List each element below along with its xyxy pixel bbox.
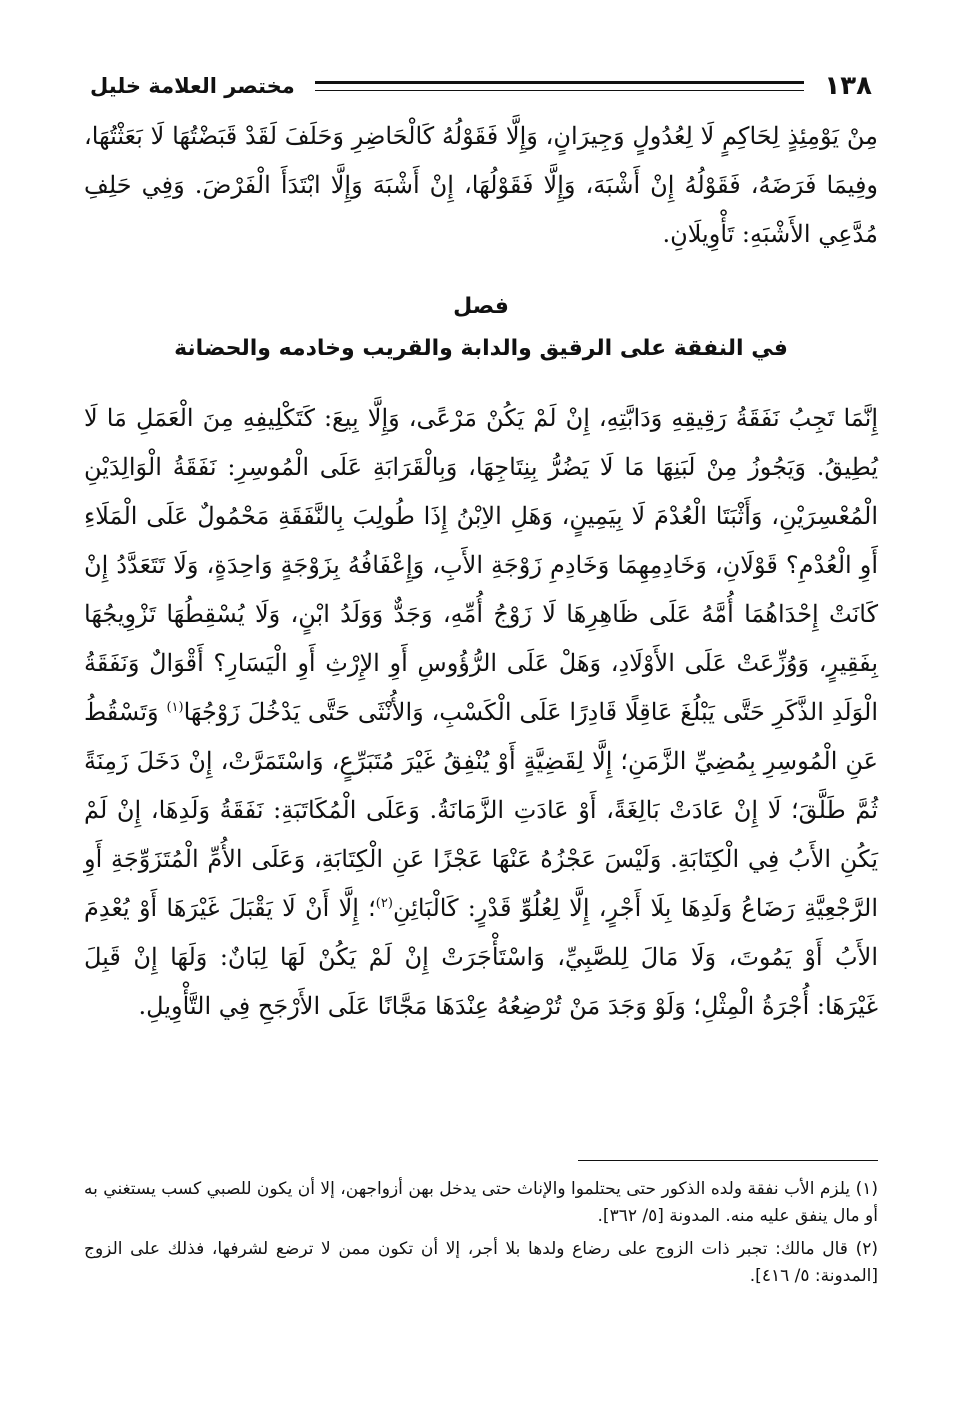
- running-header: [90, 66, 872, 106]
- section-title: في النفقة على الرقيق والدابة والقريب وخادمه والحضانة: [174, 336, 788, 361]
- footnote-text: يلزم الأب نفقة ولده الذكور حتى يحتلموا والإناث حتى يدخل بهن أزواجهن، إلا أن يكون للصبي كسب يستغني به أو مال ينفق عليه منه. المدونة [٥/ ٣٦٢].: [84, 1179, 878, 1226]
- main-paragraph: [84, 394, 878, 1031]
- footnote-separator: [578, 1160, 878, 1161]
- footnote-ref-2[interactable]: (٢): [375, 896, 393, 911]
- section-label: فصل: [453, 294, 509, 319]
- footnote-marker: (٢): [855, 1239, 878, 1259]
- footnote-marker: (١): [855, 1179, 878, 1199]
- main-text-part-1: إِنَّمَا تَجِبُ نَفَقَةُ رَقِيقِهِ وَدَابَّتِهِ، إِنْ لَمْ يَكُنْ مَرْعًى، وَإِلَّا بِيعَ: كَتَكْلِيفِهِ مِنَ الْعَمَلِ مَا لَا يُطِيقُ. وَيَجُوزُ مِنْ لَبَنِهَا مَا لَا يَضُرُّ بِنِتَاجِهَا، وَبِالْقَرَابَةِ عَلَى الْمُوسِرِ: نَفَقَةُ الْوَالِدَيْنِ الْمُعْسِرَيْنِ، وَأَثْبَتَا الْعُدْمَ لَا بِيَمِينٍ، وَهَلِ الاِبْنُ إِذَا طُولِبَ بِالنَّفَقَةِ مَحْمُولٌ عَلَى الْمَلَاءِ أَوِ الْعُدْمِ؟ قَوْلَانِ، وَخَادِمِهِمَا وَخَادِمِ زَوْجَةِ الأَبِ، وَإِعْفَافُهُ بِزَوْجَةٍ وَاحِدَةٍ، وَلَا تَتَعَدَّدُ إِنْ كَانَتْ إِحْدَاهُمَا أُمَّهُ عَلَى ظَاهِرِهَا لَا زَوْجُ أُمِّهِ، وَجَدٌّ وَوَلَدُ ابْنٍ، وَلَا يُسْقِطُهَا تَزْوِيجُهَا بِفَقِيرٍ، وَوُزِّعَتْ عَلَى الأَوْلَادِ، وَهَلْ عَلَى الرُّؤُوسِ أَوِ الإِرْثِ أَوِ الْيَسَارِ؟ أَقْوَالٌ وَنَفَقَةُ الْوَلَدِ الذَّكَرِ حَتَّى يَبْلُغَ عَاقِلًا قَادِرًا عَلَى الْكَسْبِ، وَالأُنْثَى حَتَّى يَدْخُلَ زَوْجُهَا: [84, 404, 878, 726]
- book-title: مختصر العلامة خليل: [90, 74, 295, 98]
- main-text-part-2: وَتَسْقُطُ عَنِ الْمُوسِرِ بِمُضِيِّ الزَّمَنِ؛ إِلَّا لِقَضِيَّةٍ أَوْ يُنْفِقُ غَيْرَ مُتَبَرِّعٍ، وَاسْتَمَرَّتْ، إِنْ دَخَلَ زَمِنَةً ثُمَّ طَلَّقَ؛ لَا إِنْ عَادَتْ بَالِغَةً، أَوْ عَادَتِ الزَّمَانَةُ. وَعَلَى الْمُكَاتَبَةِ: نَفَقَةُ وَلَدِهَا، إِنْ لَمْ يَكُنِ الأَبُ فِي الْكِتَابَةِ. وَلَيْسَ عَجْزُهُ عَنْهَا عَجْزًا عَنِ الْكِتَابَةِ، وَعَلَى الأُمِّ الْمُتَزَوِّجَةِ أَوِ الرَّجْعِيَّةِ رَضَاعُ وَلَدِهَا بِلَا أَجْرٍ، إِلَّا لِعُلُوِّ قَدْرٍ: كَالْبَائِنِ: [84, 698, 878, 922]
- main-text-part-3: ؛ إِلَّا أَنْ لَا يَقْبَلَ غَيْرَهَا أَوْ يُعْدِمَ الأَبُ أَوْ يَمُوتَ، وَلَا مَالَ لِلصَّبِيِّ، وَاسْتَأْجَرَتْ إِنْ لَمْ يَكُنْ لَهَا لِبَانٌ: وَلَهَا إِنْ قَبِلَ غَيْرَهَا: أُجْرَةُ الْمِثْلِ؛ وَلَوْ وَجَدَ مَنْ تُرْضِعُهُ عِنْدَهَا مَجَّانًا عَلَى الأَرْجَحِ فِي التَّأْوِيلِ.: [84, 894, 878, 1020]
- page-number: ١٣٨: [824, 71, 872, 101]
- footnote-ref-1[interactable]: (١): [166, 700, 184, 715]
- footnote-1: [84, 1176, 878, 1230]
- footnote-text: قال مالك: تجبر ذات الزوج على رضاع ولدها بلا أجر، إلا أن تكون ممن لا ترضع لشرفها، فذلك على الزوج [المدونة: ٥/ ٤١٦].: [84, 1239, 878, 1286]
- footnote-2: [84, 1236, 878, 1290]
- intro-paragraph: مِنْ يَوْمِئِذٍ لِحَاكِمٍ لَا لِعُدُولٍ وَجِيرَانٍ، وَإِلَّا فَقَوْلُهُ كَالْحَاضِرِ وَحَلَفَ لَقَدْ قَبَضْتُهَا لَا بَعَثْتُهَا، وفِيمَا فَرَضَهُ، فَقَوْلُهُ إِنْ أَشْبَهَ، وَإِلَّا فَقَوْلُهَا، إِنْ أَشْبَهَ وَإِلَّا ابْتَدَأَ الْفَرْضَ. وَفِي حَلِفِ مُدَّعِي الأَشْبَهِ: تَأْوِيلَانِ.: [84, 122, 879, 248]
- footnotes: [84, 1176, 878, 1296]
- header-rule: [315, 81, 805, 91]
